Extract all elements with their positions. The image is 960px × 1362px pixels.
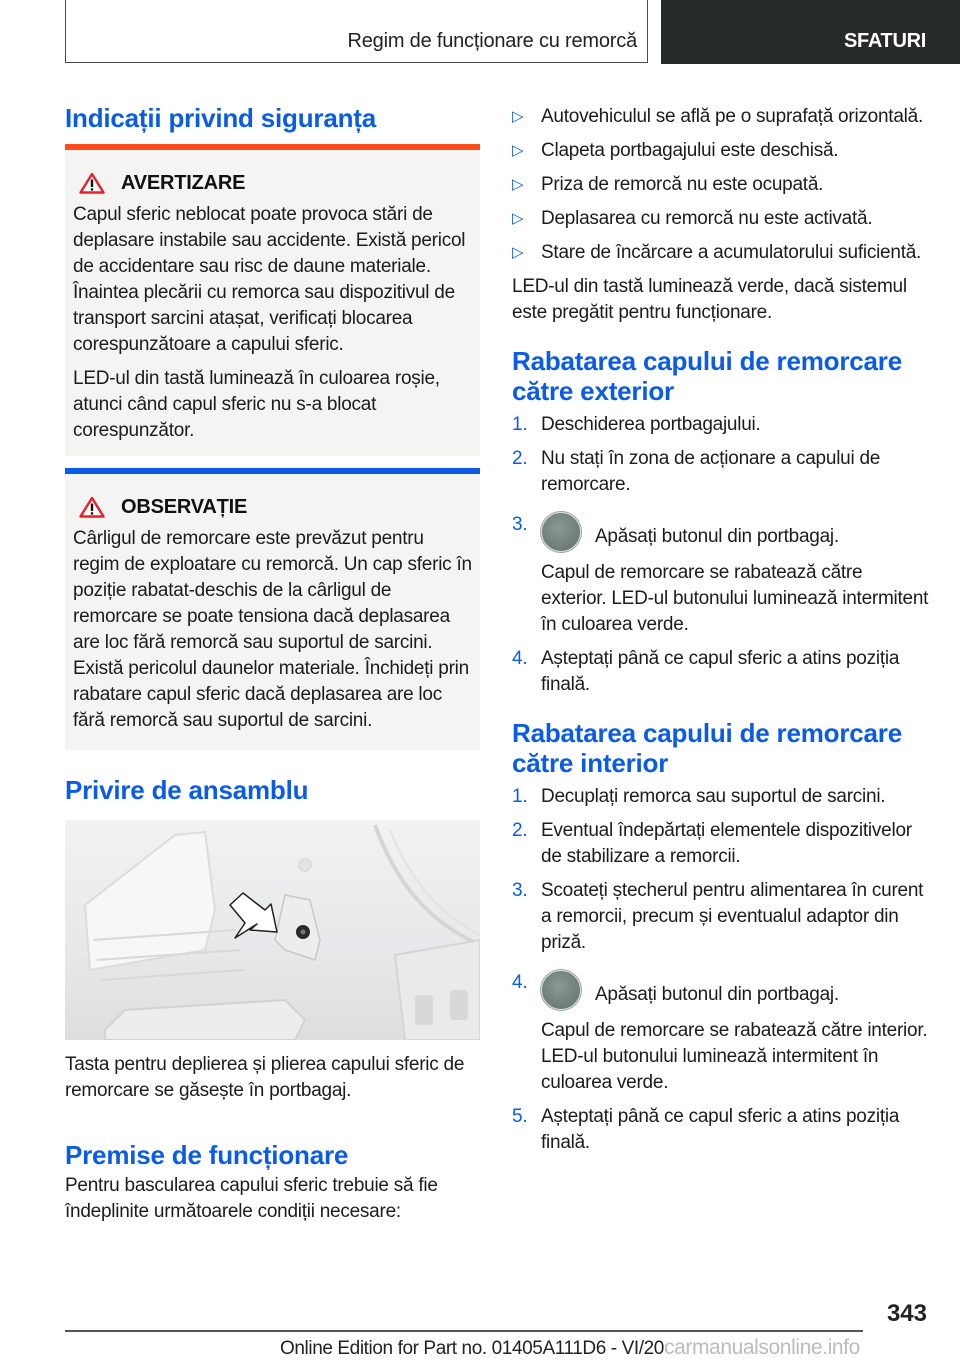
step-item: 3. Apăsați butonul din portbagaj. Capul de remorcare se rabatează către exterior. LED-ul butonului luminează intermitent în culoarea verde. <box>512 514 929 635</box>
triangle-bullet-icon: ▷ <box>512 244 524 261</box>
conditions-list <box>512 104 932 266</box>
footer-edition: Online Edition for Part no. 01405A111D6 - VI/20carmanualsonline.info <box>280 1336 860 1359</box>
triangle-bullet-icon: ▷ <box>512 210 524 227</box>
step-item: 4. Așteptați până ce capul sferic a atins poziția finală. <box>512 648 900 695</box>
warning-paragraph: Capul sferic neblocat poate provoca stări de deplasare instabile sau accidente. Există pericol de accidentare sau risc de daune materiale. Înaintea plecării cu remorca sau dispozitivul de transport sarcini atașat, verificați blocarea corespunzătoare a capului sferic. <box>73 204 466 355</box>
extend-steps <box>512 412 932 698</box>
chapter-title: Regim de funcționare cu remorcă <box>347 30 637 52</box>
trunk-button-photo <box>65 820 480 1040</box>
warning-paragraph: LED-ul din tastă luminează în culoarea roșie, atunci când capul sferic nu s-a blocat corespunzător. <box>73 368 440 441</box>
step-item: 3. Scoateți ștecherul pentru alimentarea în curent a remorcii, precum și eventualul adaptor din priză. <box>512 880 924 953</box>
section-tab-label: SFATURI <box>844 30 926 52</box>
retract-heading: Rabatarea capului de remorcare către interior <box>512 718 902 778</box>
safety-heading: Indicații privind siguranța <box>65 103 376 133</box>
prereq-heading: Premise de funcționare <box>65 1140 349 1170</box>
retract-steps <box>512 784 932 1156</box>
condition-item: ▷ Clapeta portbagajului este deschisă. <box>512 138 932 164</box>
tow-hitch-button-icon <box>541 970 581 1010</box>
section-tab <box>661 0 960 64</box>
condition-item: ▷ Autovehiculul se află pe o suprafață orizontală. <box>512 104 932 130</box>
page-number: 343 <box>886 1300 927 1327</box>
notice-paragraph: Cârligul de remorcare este prevăzut pentru regim de exploatare cu remorcă. Un cap sferic în poziție rabatat-deschis de la cârligul de remorcare se poate tensiona dacă deplasarea are loc fără remorcă sau suportul de sarcini. Există pericolul daunelor materiale. Închideți prin rabatare capul sferic dacă deplasarea are loc fără remorcă sau suportul de sarcini. <box>73 528 472 731</box>
notice-title: OBSERVAȚIE <box>121 496 248 518</box>
extend-heading: Rabatarea capului de remorcare către exterior <box>512 346 902 406</box>
trunk-illustration <box>65 820 480 1040</box>
footer-divider <box>65 1330 863 1332</box>
condition-item: ▷ Deplasarea cu remorcă nu este activată. <box>512 206 932 232</box>
prereq-intro: Pentru bascularea capului sferic trebuie să fie îndeplinite următoarele condiții necesare: <box>65 1175 438 1222</box>
notice-accent-bar <box>65 468 480 474</box>
triangle-bullet-icon: ▷ <box>512 176 524 193</box>
triangle-bullet-icon: ▷ <box>512 142 524 159</box>
watermark: carmanualsonline.info <box>663 1336 860 1359</box>
right-column <box>512 104 932 1164</box>
overview-caption: Tasta pentru deplierea și plierea capului sferic de remorcare se găsește în portbagaj. <box>65 1054 465 1101</box>
tow-hitch-button-icon <box>541 512 581 552</box>
step-item: 1. Decuplați remorca sau suportul de sarcini. <box>512 786 886 807</box>
step-item: 1. Deschiderea portbagajului. <box>512 414 761 435</box>
chapter-header <box>65 0 648 63</box>
step-item: 4. Apăsați butonul din portbagaj. Capul de remorcare se rabatează către interior. LED-ul butonului luminează intermitent în culoarea verde. <box>512 972 928 1093</box>
warning-triangle-icon <box>79 496 105 518</box>
triangle-bullet-icon: ▷ <box>512 108 524 125</box>
step-item: 2. Nu stați în zona de acționare a capului de remorcare. <box>512 448 881 495</box>
notice-box <box>65 468 480 750</box>
overview-heading: Privire de ansamblu <box>65 775 309 805</box>
step-item: 2. Eventual îndepărtați elementele dispozitivelor de stabilizare a remorcii. <box>512 820 912 867</box>
warning-accent-bar <box>65 144 480 150</box>
ready-note: LED-ul din tastă luminează verde, dacă sistemul este pregătit pentru funcționare. <box>512 276 907 323</box>
warning-title: AVERTIZARE <box>121 172 246 194</box>
warning-triangle-icon <box>79 172 105 194</box>
condition-item: ▷ Stare de încărcare a acumulatorului suficientă. <box>512 240 932 266</box>
warning-box <box>65 144 480 456</box>
step-item: 5. Așteptați până ce capul sferic a atins poziția finală. <box>512 1106 900 1153</box>
condition-item: ▷ Priza de remorcă nu este ocupată. <box>512 172 932 198</box>
